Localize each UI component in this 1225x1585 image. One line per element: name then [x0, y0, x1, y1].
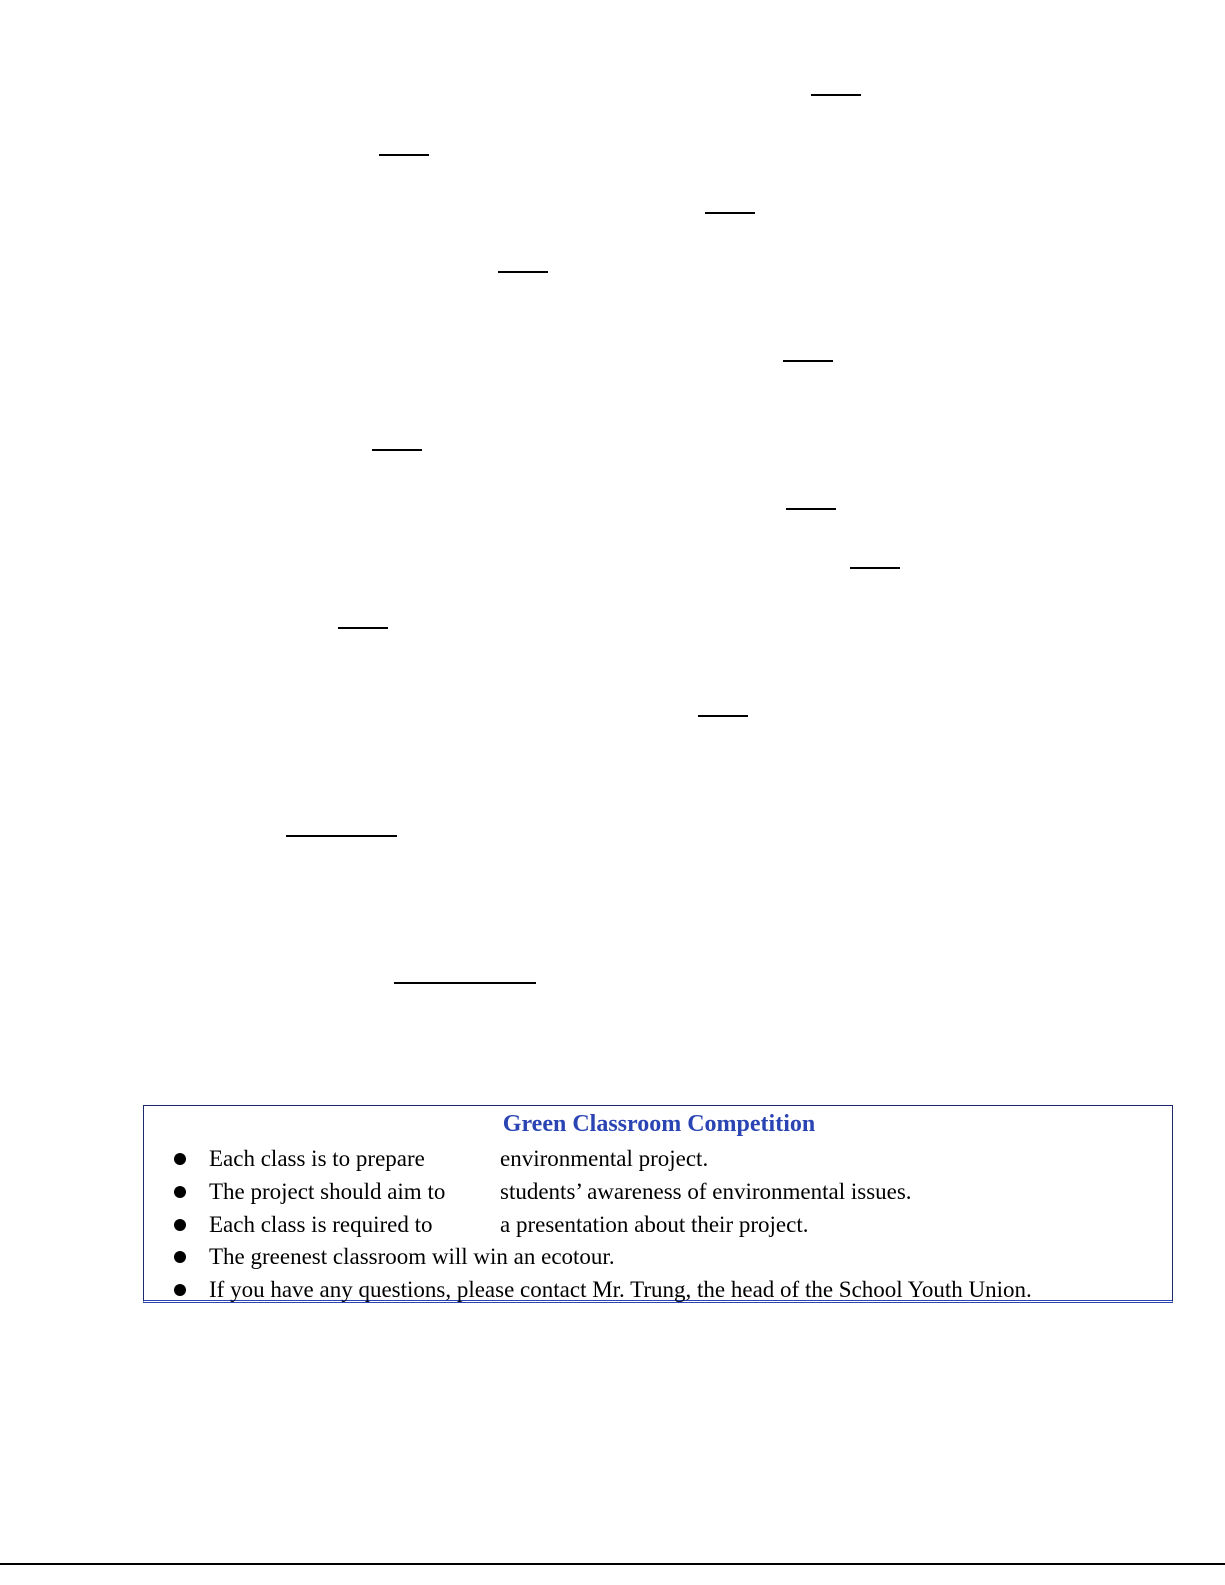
answer-blank-1[interactable]	[811, 94, 861, 96]
answer-blank-6[interactable]	[372, 449, 422, 451]
bullet-icon	[174, 1219, 186, 1231]
answer-blank-7[interactable]	[786, 508, 836, 510]
notice-item-lead: Each class is to prepare	[209, 1146, 425, 1171]
answer-blank-11[interactable]	[286, 835, 397, 837]
page-bottom-rule	[0, 1563, 1225, 1565]
notice-item-lead: The project should aim to	[209, 1179, 446, 1204]
bullet-icon	[174, 1284, 186, 1296]
notice-item-text: The greenest classroom will win an ecotour.	[209, 1244, 615, 1269]
notice-box	[143, 1105, 1173, 1303]
notice-item-rest: students’ awareness of environmental issues.	[500, 1179, 912, 1204]
notice-item-lead: Each class is required to	[209, 1212, 433, 1237]
answer-blank-10[interactable]	[698, 715, 748, 717]
answer-blank-2[interactable]	[379, 154, 429, 156]
answer-blank-12[interactable]	[394, 982, 536, 984]
notice-item-rest: environmental project.	[500, 1146, 709, 1171]
notice-item-text: If you have any questions, please contact Mr. Trung, the head of the School Youth Union.	[209, 1277, 1032, 1302]
answer-blank-8[interactable]	[850, 567, 900, 569]
bullet-icon	[174, 1251, 186, 1263]
notice-title: Green Classroom Competition	[502, 1111, 816, 1137]
bullet-icon	[174, 1186, 186, 1198]
bullet-icon	[174, 1153, 186, 1165]
answer-blank-9[interactable]	[338, 627, 388, 629]
notice-item-rest: a presentation about their project.	[500, 1212, 809, 1237]
answer-blank-3[interactable]	[705, 212, 755, 214]
answer-blank-4[interactable]	[498, 271, 548, 273]
answer-blank-5[interactable]	[783, 360, 833, 362]
